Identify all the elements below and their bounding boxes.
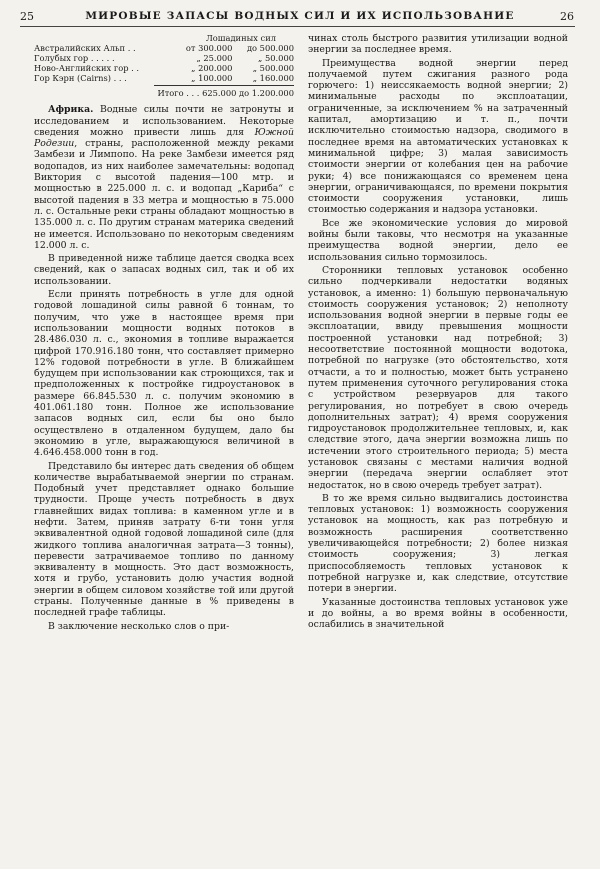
page-number-right: 26 bbox=[560, 10, 574, 23]
africa-heading: Африка. bbox=[48, 104, 94, 116]
table-total: Итого . . . 625.000 до 1.200.000 bbox=[157, 88, 294, 98]
table-cell-name: Голубых гор . . . . . bbox=[34, 53, 115, 63]
table-cell-name: Гор Кэрн (Cairns) . . . bbox=[34, 73, 127, 83]
total-rule bbox=[154, 85, 294, 86]
paragraph-coal-savings: Если принять потребность в угле для одной годовой лошадиной силы равной 6 тоннам, то получим, что уже в настоящее время при использовании мощности водных потоков в 28.486.030 л. с., экономия в топливе выражается цифрой 170.916.180 тонн, что составляет примерно 12% годовой потребности в угле. В ближайшем будущем при использовании как строющихся, так и предположенных к постройке гидроустановок в размере 66.845.530 л. с. получим экономию в 401.061.180 тонн. Полное же использование запасов водных сил, если бы оно было осуществлено в отдаленном будущем, дало бы экономию в угле, выражающуюся величиной в 4.646.458.000 тонн в год. bbox=[34, 289, 294, 459]
table-cell-from: „ 100.000 bbox=[191, 73, 233, 83]
table-row bbox=[34, 43, 294, 53]
table-cell-from: „ 200.000 bbox=[191, 63, 233, 73]
table-cell-name: Австралийских Альп . . bbox=[34, 43, 136, 53]
table-cell-to: „ 50.000 bbox=[258, 53, 294, 63]
table-cell-to: до 500.000 bbox=[246, 43, 294, 53]
running-title: МИРОВЫЕ ЗАПАСЫ ВОДНЫХ СИЛ И ИХ ИСПОЛЬЗОВАНИЕ bbox=[85, 10, 515, 22]
paragraph-thermal-merits: В то же время сильно выдвигались достоинства тепловых установок: 1) возможность сооружения установок на мощность, как раз потребную и возможность расширения соответственно увеличивающейся потребности; 2) более низкая стоимость сооружения; 3) легкая приспособляемость тепловых установок к потребной нагрузке и, как следствие, отсутствие потери в энергии. bbox=[308, 492, 568, 595]
africa-text-2: , страны, расположенной между реками Замбези и Лимпопо. На реке Замбези имеется ряд водопадов, из них наиболее замечательны: водопад Виктория с высотой падения—100 мтр. и мощностью в 225.000 л. с. и водопад „Кариба“ с высотой падения в 33 метра и мощностью в 75.000 л. с. Остальные реки страны обладают мощностью в 135.000 л. с. По другим странам материка сведений не имеется. Использовано по некоторым сведениям 12.000 л. с. bbox=[34, 138, 294, 251]
paragraph-drawbacks: Сторонники тепловых установок особенно сильно подчеркивали недостатки водяных установок, а именно: 1) большую первоначальную стоимость сооружения установок; 2) неполноту использования водной энергии в первые годы ее эксплоатации, ввиду превышения мощности построенной установки над потребной; 3) несоответствие постоянной мощности водотока, потребной по нагрузке (это обстоятельство, хотя отчасти, а то и полностью, может быть устранено путем применения суточного регулирования стока с устройством резервуаров для такого регулирования, но потребует в свою очередь дополнительных затрат); 4) время сооружения гидроустановок продолжительнее тепловых, и, как следствие этого, дача энергии возможна лишь по истечении этого строительного периода; 5) места установок связаны с местами наличия водной энергии (передача энергии ослабляет этот недостаток, но в свою очередь требует затрат). bbox=[308, 264, 568, 491]
table-cell-from: „ 25.000 bbox=[196, 53, 233, 63]
paragraph-continued: чинах столь быстрого развития утилизации водной энергии за последнее время. bbox=[308, 33, 568, 56]
table-row bbox=[34, 53, 294, 63]
paragraph-africa bbox=[34, 104, 294, 251]
table-row bbox=[34, 73, 294, 83]
page-header bbox=[0, 0, 600, 30]
paragraph-weakened: Указанные достоинства тепловых установок уже и до войны, а во время войны в особенности, ослабились в значительной bbox=[308, 596, 568, 631]
header-rule bbox=[20, 26, 575, 27]
table-cell-to: „ 500.000 bbox=[252, 63, 294, 73]
paragraph-advantages: Преимущества водной энергии перед получаемой путем сжигания разного рода горючего: 1) неиссякаемость водной энергии; 2) минимальные расходы по эксплоатации, ограниченные, за исключением % на затраченный капитал, амортизацию и т. п., почти исключительно стоимостью надзора, сводимого в последнее время на автоматических установках к минимальной цифре; 3) малая зависимость стоимости энергии от колебания цен на рабочие руки; 4) все понижающаяся со временем цена энергии, ограничивающаяся, по времени покрытия стоимости сооружения установки, лишь стоимостью содержания и надзора установки. bbox=[308, 57, 568, 216]
right-column bbox=[308, 33, 568, 632]
paragraph-table-intro: В приведенной ниже таблице дается сводка всех сведений, как о запасах водных сил, так и об их использовании. bbox=[34, 253, 294, 287]
table-row bbox=[34, 63, 294, 73]
page-number-left: 25 bbox=[20, 10, 34, 23]
table-cell-from: от 300.000 bbox=[185, 43, 233, 53]
africa-text-1: Водные силы почти не затронуты и исследованием и использованием. Некоторые сведения можно привести лишь для bbox=[34, 104, 294, 138]
paragraph-conclusion-start: В заключение несколько слов о при- bbox=[48, 620, 230, 632]
table-header-row bbox=[34, 33, 294, 43]
southern-rhodesia: Южной Родезии bbox=[34, 126, 294, 150]
table-column-header: Лошадиных сил bbox=[205, 33, 276, 43]
paragraph-energy-estimate: Представило бы интерес дать сведения об общем количестве вырабатываемой энергии по странам. Подобный учет представляет однако большие трудности. Проще учесть потребность в двух главнейших видах топлива: в каменном угле и в нефти. Затем, приняв затрату 6-ти тонн угля эквивалентной одной годовой лошадиной силе (для жидкого топлива аналогичная затрата—3 тонны), перевести затрачиваемое топливо по данному эквиваленту в мощность. Это даст возможность, хотя и грубо, установить долю участия водной энергии в общем силовом хозяйстве той или другой страны. Полученные данные в % приведены в последней графе таблицы. bbox=[34, 460, 294, 619]
left-column bbox=[34, 33, 294, 634]
table-cell-to: „ 160.000 bbox=[252, 73, 294, 83]
table-cell-name: Ново-Английских гор . . bbox=[34, 63, 140, 73]
horsepower-table bbox=[34, 33, 294, 83]
paragraph-prewar: Все же экономические условия до мировой войны были таковы, что несмотря на указанные преимущества водной энергии, дело ее использования сильно тормозилось. bbox=[308, 217, 568, 263]
